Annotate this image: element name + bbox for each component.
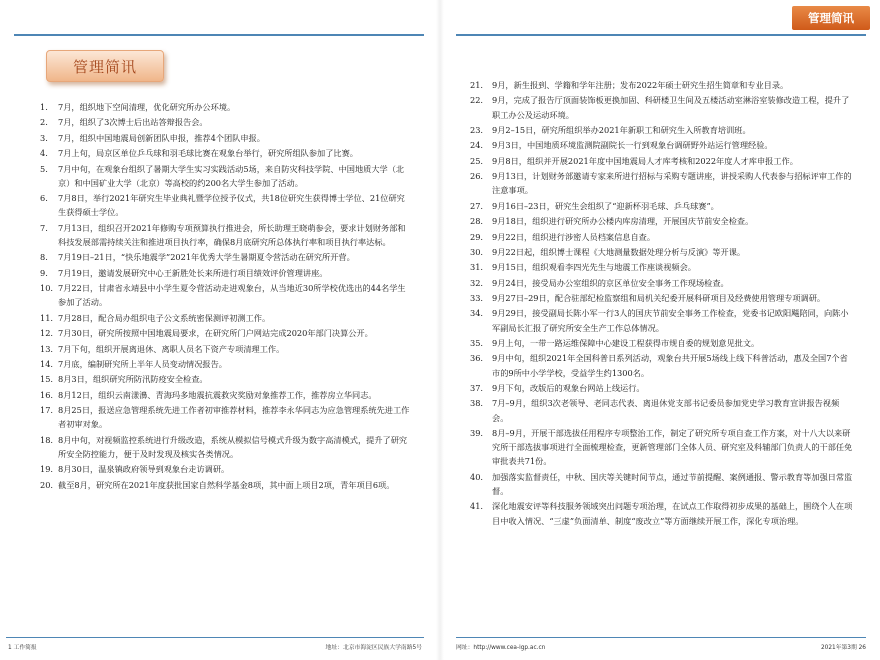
list-item <box>470 291 854 305</box>
item-text: 9月下旬，改版后的观象台网站上线运行。 <box>492 383 645 394</box>
list-item <box>470 169 854 197</box>
item-number: 16. <box>40 389 54 400</box>
item-number: 25. <box>470 155 484 166</box>
item-text: 9月2–15日，研究所组织举办2021年新职工和研究生入所教育培训班。 <box>492 124 751 135</box>
section-title: 管理简讯 <box>72 57 137 76</box>
item-text: 9月中旬，组织2021年全国科普日系列活动，观象台共开展5场线上线下科普活动，惠及全国7个省市的9所中小学学校，受益学生约1300名。 <box>492 353 848 378</box>
list-item <box>40 100 410 114</box>
item-text: 7月22日，甘肃省永靖县中小学生夏令营活动走进观象台，从当地近30所学校优选出的44名学生参加了活动。 <box>58 283 406 308</box>
footer-url: 网址：http://www.cea-igp.ac.cn <box>456 645 546 651</box>
item-text: 9月8日，组织并开展2021年度中国地震局人才库考核和2022年度人才库申报工作。 <box>492 155 798 166</box>
list-item <box>470 426 854 469</box>
item-number: 2. <box>40 117 48 128</box>
footer-address: 地址：北京市海淀区民族大学南路5号 <box>325 645 422 651</box>
list-item <box>470 276 854 290</box>
item-number: 6. <box>40 193 48 204</box>
item-number: 5. <box>40 163 48 174</box>
news-list-right <box>470 78 854 529</box>
item-number: 34. <box>470 308 484 319</box>
item-text: 7月30日，研究所按照中国地震局要求，在研究所门户网站完成2020年部门决算公开。 <box>58 328 373 339</box>
list-item <box>40 357 410 371</box>
list-item <box>470 230 854 244</box>
item-number: 40. <box>470 471 484 482</box>
list-item <box>40 281 410 309</box>
item-number: 22. <box>470 95 484 106</box>
item-number: 35. <box>470 338 484 349</box>
list-item <box>40 311 410 325</box>
list-item <box>40 433 410 461</box>
item-text: 9月，新生报到、学籍和学年注册；发布2022年硕士研究生招生简章和专业目录。 <box>492 80 789 90</box>
item-number: 41. <box>470 501 484 512</box>
item-number: 15. <box>40 374 54 385</box>
item-number: 27. <box>470 200 484 211</box>
item-text: 9月，完成了报告厅顶面装饰板更换加固、科研楼卫生间及五楼活动室淋浴室装修改造工程，提升了职工办公及运动环境。 <box>492 95 850 120</box>
item-text: 加强落实监督责任，中秋、国庆等关键时间节点，通过节前提醒、案例通报、警示教育等加强日常监督。 <box>492 471 853 497</box>
item-text: 9月3日，中国地质环境监测院副院长一行到观象台调研野外站运行管理经验。 <box>492 140 773 151</box>
item-text: 深化地震安评等科技服务领域突出问题专项治理，在试点工作取得初步成果的基础上，围绕个人在项目中收入情况、“三虚”负面清单、制度“废改立”等方面继续开展工作，深化专项治理。 <box>492 501 853 526</box>
item-number: 14. <box>40 358 54 369</box>
list-item <box>470 396 854 424</box>
left-page <box>0 0 438 660</box>
list-item <box>470 470 854 498</box>
list-item <box>40 131 410 145</box>
item-number: 29. <box>470 231 484 242</box>
item-text: 9月16日–23日，研究生会组织了“迎新杯羽毛球、乒乓球赛”。 <box>492 200 719 211</box>
item-number: 28. <box>470 216 484 227</box>
item-text: 7月，组织了3次博士后出站答辩报告会。 <box>58 117 208 128</box>
item-text: 8月3日，组织研究所防汛防疫安全检查。 <box>58 374 208 385</box>
list-item <box>40 478 410 492</box>
item-text: 9月22日，组织进行涉密人员档案信息自查。 <box>492 231 656 242</box>
item-number: 9. <box>40 267 48 278</box>
list-item <box>470 214 854 228</box>
list-item <box>40 162 410 190</box>
header-rule <box>14 34 424 36</box>
item-text: 9月27日–29日，配合驻部纪检监察组和局机关纪委开展科研项目及经费使用管理专项调研。 <box>492 293 826 304</box>
item-number: 38. <box>470 398 484 409</box>
item-text: 8月30日，温泉镇政府领导到观象台走访调研。 <box>58 464 230 475</box>
item-text: 9月13日，计划财务部邀请专家来所进行招标与采购专题讲座，讲授采购人代表参与招标评审工作的注意事项。 <box>492 171 852 196</box>
footer-page-label: 1 工作简报 <box>8 645 37 651</box>
list-item <box>470 123 854 137</box>
list-item <box>40 191 410 219</box>
item-number: 8. <box>40 252 48 263</box>
item-number: 24. <box>470 140 484 151</box>
list-item <box>470 245 854 259</box>
item-number: 13. <box>40 343 54 354</box>
footer-issue: 2021年第3期 26 <box>820 645 866 651</box>
item-number: 1. <box>40 102 48 112</box>
item-text: 9月22日起，组织博士课程《大地测量数据处理分析与反演》等开课。 <box>492 246 746 257</box>
item-text: 9月18日，组织进行研究所办公楼内库房清理，开展国庆节前安全检查。 <box>492 216 754 227</box>
item-number: 3. <box>40 132 48 143</box>
item-text: 截至8月，研究所在2021年度获批国家自然科学基金8项，其中面上项目2项，青年项目6项。 <box>58 479 395 490</box>
list-item <box>40 146 410 160</box>
item-number: 37. <box>470 383 484 394</box>
item-number: 33. <box>470 293 484 304</box>
list-item <box>40 250 410 264</box>
item-text: 7月28日，配合局办组织电子公文系统密保测评初测工作。 <box>58 312 271 323</box>
item-number: 39. <box>470 428 484 439</box>
item-number: 18. <box>40 434 54 445</box>
list-item <box>470 93 854 121</box>
list-item <box>40 403 410 431</box>
item-number: 32. <box>470 277 484 288</box>
item-number: 19. <box>40 464 54 475</box>
item-text: 9月上旬，一带一路运维保障中心建设工程获得市规自委的规划意见批文。 <box>492 338 760 349</box>
item-text: 9月29日，接受副局长陈小军一行3人的国庆节前安全事务工作检查，党委书记欧阳飚陪同，向陈小军副局长汇报了研究所安全生产工作总体情况。 <box>492 308 849 333</box>
item-text: 7月13日，组织召开2021年修购专项预算执行推进会，所长助理王晓萌参会，要求计划财务部和科技发展部需持续关注和推进项目执行率，确保8月底研究所总体执行率和项目执行率达标。 <box>58 222 406 247</box>
section-banner <box>46 50 164 82</box>
item-text: 7月–9月，组织3次老领导、老同志代表、离退休党支部书记委员参加党史学习教育宣讲报告视频会。 <box>492 398 840 423</box>
header-rule <box>456 34 866 36</box>
item-text: 7月底，编制研究所上半年人员变动情况报告。 <box>58 358 227 369</box>
item-text: 9月24日，接受局办公室组织的京区单位安全事务工作现场检查。 <box>492 277 729 288</box>
list-item <box>470 336 854 350</box>
right-page <box>442 0 880 660</box>
item-number: 4. <box>40 148 48 159</box>
item-number: 30. <box>470 246 484 257</box>
list-item <box>40 221 410 249</box>
list-item <box>40 372 410 386</box>
list-item <box>40 115 410 129</box>
list-item <box>470 154 854 168</box>
item-number: 20. <box>40 479 54 490</box>
item-number: 17. <box>40 405 54 416</box>
item-number: 31. <box>470 262 484 273</box>
item-number: 21. <box>470 80 484 90</box>
item-number: 7. <box>40 222 48 233</box>
list-item <box>40 342 410 356</box>
list-item <box>470 499 854 527</box>
item-number: 10. <box>40 283 54 294</box>
list-item <box>470 199 854 213</box>
list-item <box>40 266 410 280</box>
item-text: 9月15日，组织观看李四光先生与地震工作座谈视频会。 <box>492 262 696 273</box>
item-text: 8月12日，组织云南漾濞、青海玛多地震抗震救灾奖励对象推荐工作，推荐房立华同志。 <box>58 389 377 400</box>
item-text: 7月8日，举行2021年研究生毕业典礼暨学位授予仪式，共18位研究生获得博士学位、21位研究生获得硕士学位。 <box>58 193 405 218</box>
item-number: 36. <box>470 353 484 364</box>
list-item <box>40 388 410 402</box>
item-text: 7月19日，邀请发展研究中心王新胜处长来所进行项目绩效评价管理讲座。 <box>58 267 328 278</box>
item-number: 12. <box>40 328 54 339</box>
item-text: 7月，组织中国地震局创新团队申报，推荐4个团队申报。 <box>58 132 265 143</box>
footer-rule <box>6 637 424 638</box>
item-number: 23. <box>470 124 484 135</box>
item-number: 26. <box>470 171 484 182</box>
list-item <box>40 326 410 340</box>
item-text: 7月19日–21日，“快乐地震学”2021年优秀大学生暑期夏令营活动在研究所开营。 <box>58 252 355 263</box>
item-number: 11. <box>40 312 54 323</box>
news-list-left <box>40 100 410 493</box>
list-item <box>470 351 854 379</box>
footer-rule <box>456 637 866 638</box>
item-text: 8月中旬，对视频监控系统进行升级改造，系统从模拟信号模式升级为数字高清模式，提升了研究所安全防控能力，便于及时发现及核实各类情况。 <box>58 434 408 459</box>
header-tab: 管理简讯 <box>792 6 870 30</box>
item-text: 7月下旬，组织开展离退休、离职人员名下资产专项清理工作。 <box>58 343 285 354</box>
item-text: 7月，组织地下空间清理，优化研究所办公环境。 <box>58 102 236 112</box>
list-item <box>470 381 854 395</box>
list-item <box>40 462 410 476</box>
list-item <box>470 138 854 152</box>
item-text: 8月–9月，开展干部选拔任用程序专项整治工作，制定了研究所专项自查工作方案，对十八大以来研究所干部选拔事项进行全面梳理检查，更新管理部门全体人员、研究室及科辅部门负责人的干部任免审批表共71份。 <box>492 428 853 467</box>
item-text: 8月25日，报送应急管理系统先进工作者初审推荐材料，推荐李永华同志为应急管理系统先进工作者初审对象。 <box>58 405 410 430</box>
item-text: 7月中旬，在观象台组织了暑期大学生实习实践活动5场，来自防灾科技学院、中国地质大学（北京）和中国矿业大学（北京）等高校的约200名大学生参加了活动。 <box>58 163 405 188</box>
item-text: 7月上旬，局京区单位乒乓球和羽毛球比赛在观象台举行，研究所组队参加了比赛。 <box>58 148 358 159</box>
list-item <box>470 306 854 334</box>
list-item <box>470 78 854 92</box>
list-item <box>470 260 854 274</box>
